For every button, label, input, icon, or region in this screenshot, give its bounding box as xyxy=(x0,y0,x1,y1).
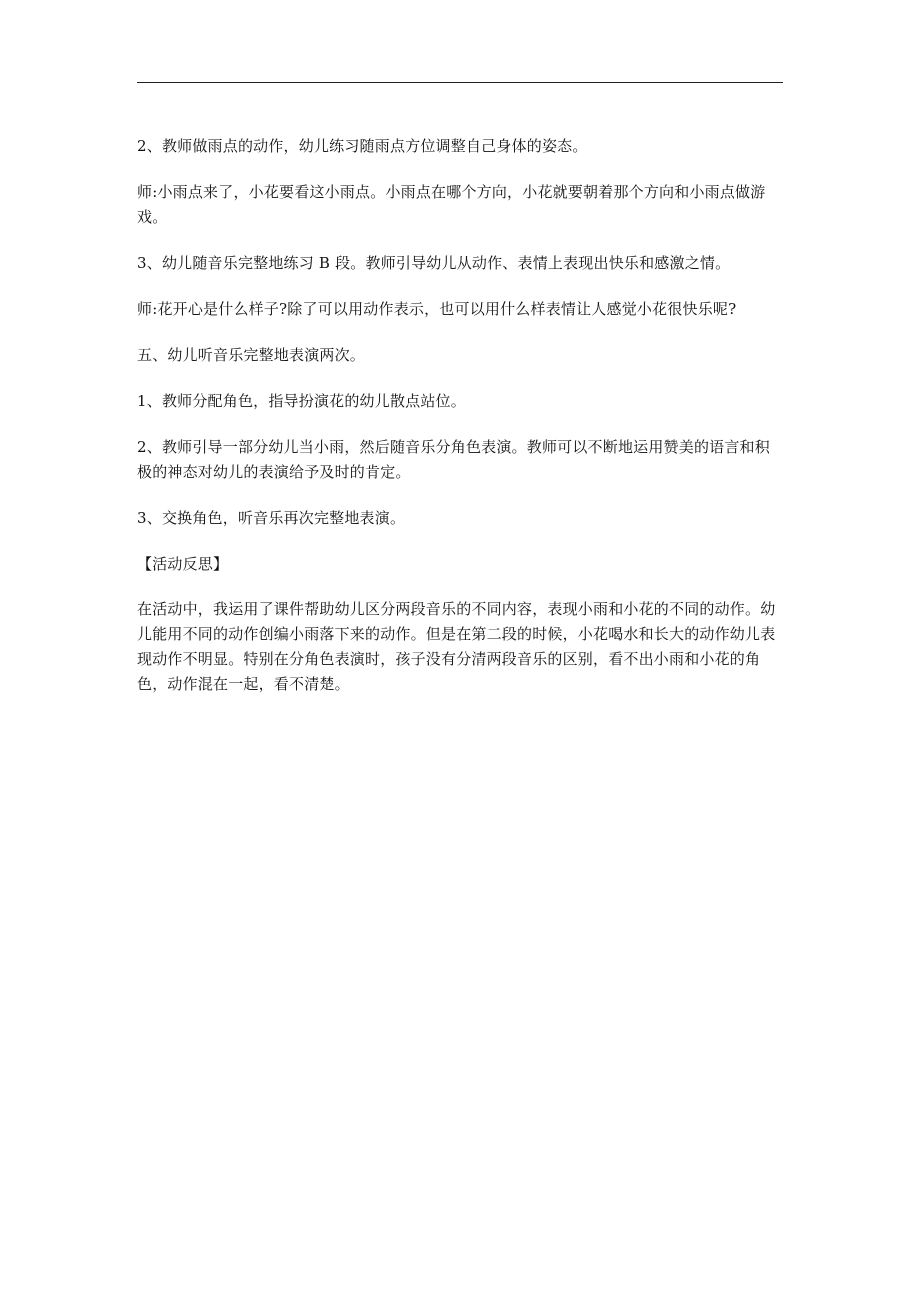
paragraph-role-performance: 2、教师引导一部分幼儿当小雨，然后随音乐分角色表演。教师可以不断地运用赞美的语言和积极的神态对幼儿的表演给予及时的肯定。 xyxy=(137,438,770,481)
paragraph-teacher-rain-dialog: 师:小雨点来了，小花要看这小雨点。小雨点在哪个方向，小花就要朝着那个方向和小雨点做游戏。 xyxy=(137,183,766,226)
section-heading-reflection: 【活动反思】 xyxy=(137,555,229,573)
paragraph-reflection-body: 在活动中，我运用了课件帮助幼儿区分两段音乐的不同内容，表现小雨和小花的不同的动作。幼儿能用不同的动作创编小雨落下来的动作。但是在第二段的时候，小花喝水和长大的动作幼儿表现动作不明显。特别在分角色表演时，孩子没有分清两段音乐的区别，看不出小雨和小花的角色，动作混在一起，看不清楚。 xyxy=(137,600,776,693)
paragraph-swap-roles: 3、交换角色，听音乐再次完整地表演。 xyxy=(137,509,406,527)
paragraph-step-2-rain-action: 2、教师做雨点的动作，幼儿练习随雨点方位调整自己身体的姿态。 xyxy=(137,137,588,155)
section-heading-performance: 五、幼儿听音乐完整地表演两次。 xyxy=(137,346,366,364)
header-divider xyxy=(137,82,783,83)
paragraph-teacher-flower-question: 师:花开心是什么样子?除了可以用动作表示，也可以用什么样表情让人感觉小花很快乐呢? xyxy=(137,300,737,318)
paragraph-assign-roles: 1、教师分配角色，指导扮演花的幼儿散点站位。 xyxy=(137,392,466,410)
paragraph-step-3-practice-b: 3、幼儿随音乐完整地练习 B 段。教师引导幼儿从动作、表情上表现出快乐和感激之情。 xyxy=(137,254,731,272)
document-body xyxy=(137,134,785,718)
